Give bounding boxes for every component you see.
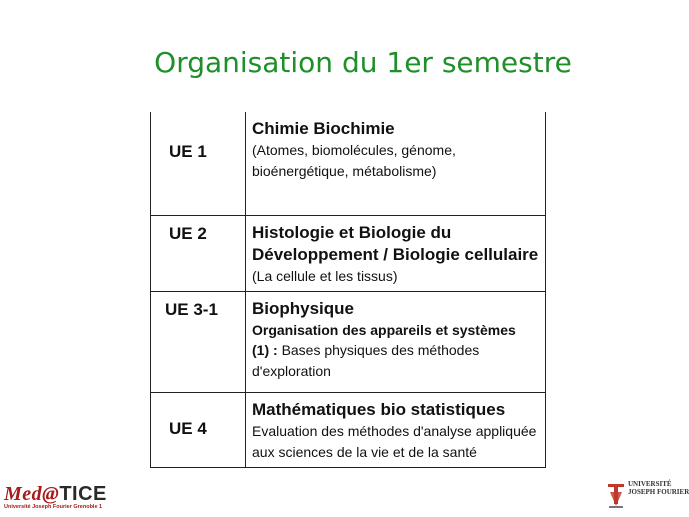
ujf-logo bbox=[606, 478, 689, 512]
ue-description bbox=[246, 215, 546, 291]
ue-description bbox=[246, 392, 546, 467]
logo-mark-at: @ bbox=[42, 483, 60, 505]
ue-subtitle: Organisation des appareils et systèmes bbox=[252, 321, 516, 338]
ue-description bbox=[246, 112, 546, 215]
ue-row-4 bbox=[151, 392, 546, 467]
medatice-logo-subtitle: Université Joseph Fourier Grenoble 1 bbox=[4, 504, 103, 510]
ue-row-1 bbox=[151, 112, 546, 215]
logo-mark-med: Med bbox=[4, 483, 43, 505]
ue-title: Biophysique bbox=[252, 298, 355, 318]
ue-code: UE 3-1 bbox=[151, 291, 246, 392]
ue-detail: bioénergétique, métabolisme) bbox=[252, 163, 437, 179]
ue-detail: (La cellule et les tissus) bbox=[252, 267, 398, 284]
ue-detail bbox=[252, 340, 539, 361]
medatice-logo-mark bbox=[4, 483, 154, 506]
medatice-logo bbox=[4, 483, 154, 513]
ujf-emblem-icon bbox=[606, 480, 626, 510]
ue-title: Mathématiques bio statistiques bbox=[252, 399, 506, 419]
ue-description bbox=[246, 291, 546, 392]
ue-table bbox=[150, 112, 546, 468]
ue-detail: (Atomes, biomolécules, génome, bbox=[252, 142, 456, 158]
ue-title: Chimie Biochimie bbox=[252, 119, 395, 138]
ue-detail: Evaluation des méthodes d'analyse appliquée bbox=[252, 422, 537, 439]
ue-row-3 bbox=[151, 291, 546, 392]
logo-mark-tice: TICE bbox=[59, 483, 107, 505]
ujf-logo-text bbox=[628, 480, 689, 496]
ue-code: UE 2 bbox=[151, 215, 246, 291]
ue-title: Histologie et Biologie du bbox=[252, 222, 452, 242]
slide-title: Organisation du 1er semestre bbox=[154, 46, 572, 79]
ujf-logo-line1: UNIVERSITÉ bbox=[628, 480, 672, 488]
ue-detail-prefix: (1) : bbox=[252, 341, 278, 358]
ujf-logo-line2: JOSEPH FOURIER bbox=[628, 488, 689, 496]
ue-title: Développement / Biologie cellulaire bbox=[252, 244, 539, 264]
ue-detail: d'exploration bbox=[252, 362, 331, 379]
ue-row-2 bbox=[151, 215, 546, 291]
ue-detail-text: Bases physiques des méthodes bbox=[281, 341, 480, 358]
ue-detail: aux sciences de la vie et de la santé bbox=[252, 443, 477, 460]
ue-code: UE 1 bbox=[151, 112, 246, 215]
ue-code: UE 4 bbox=[151, 392, 246, 467]
